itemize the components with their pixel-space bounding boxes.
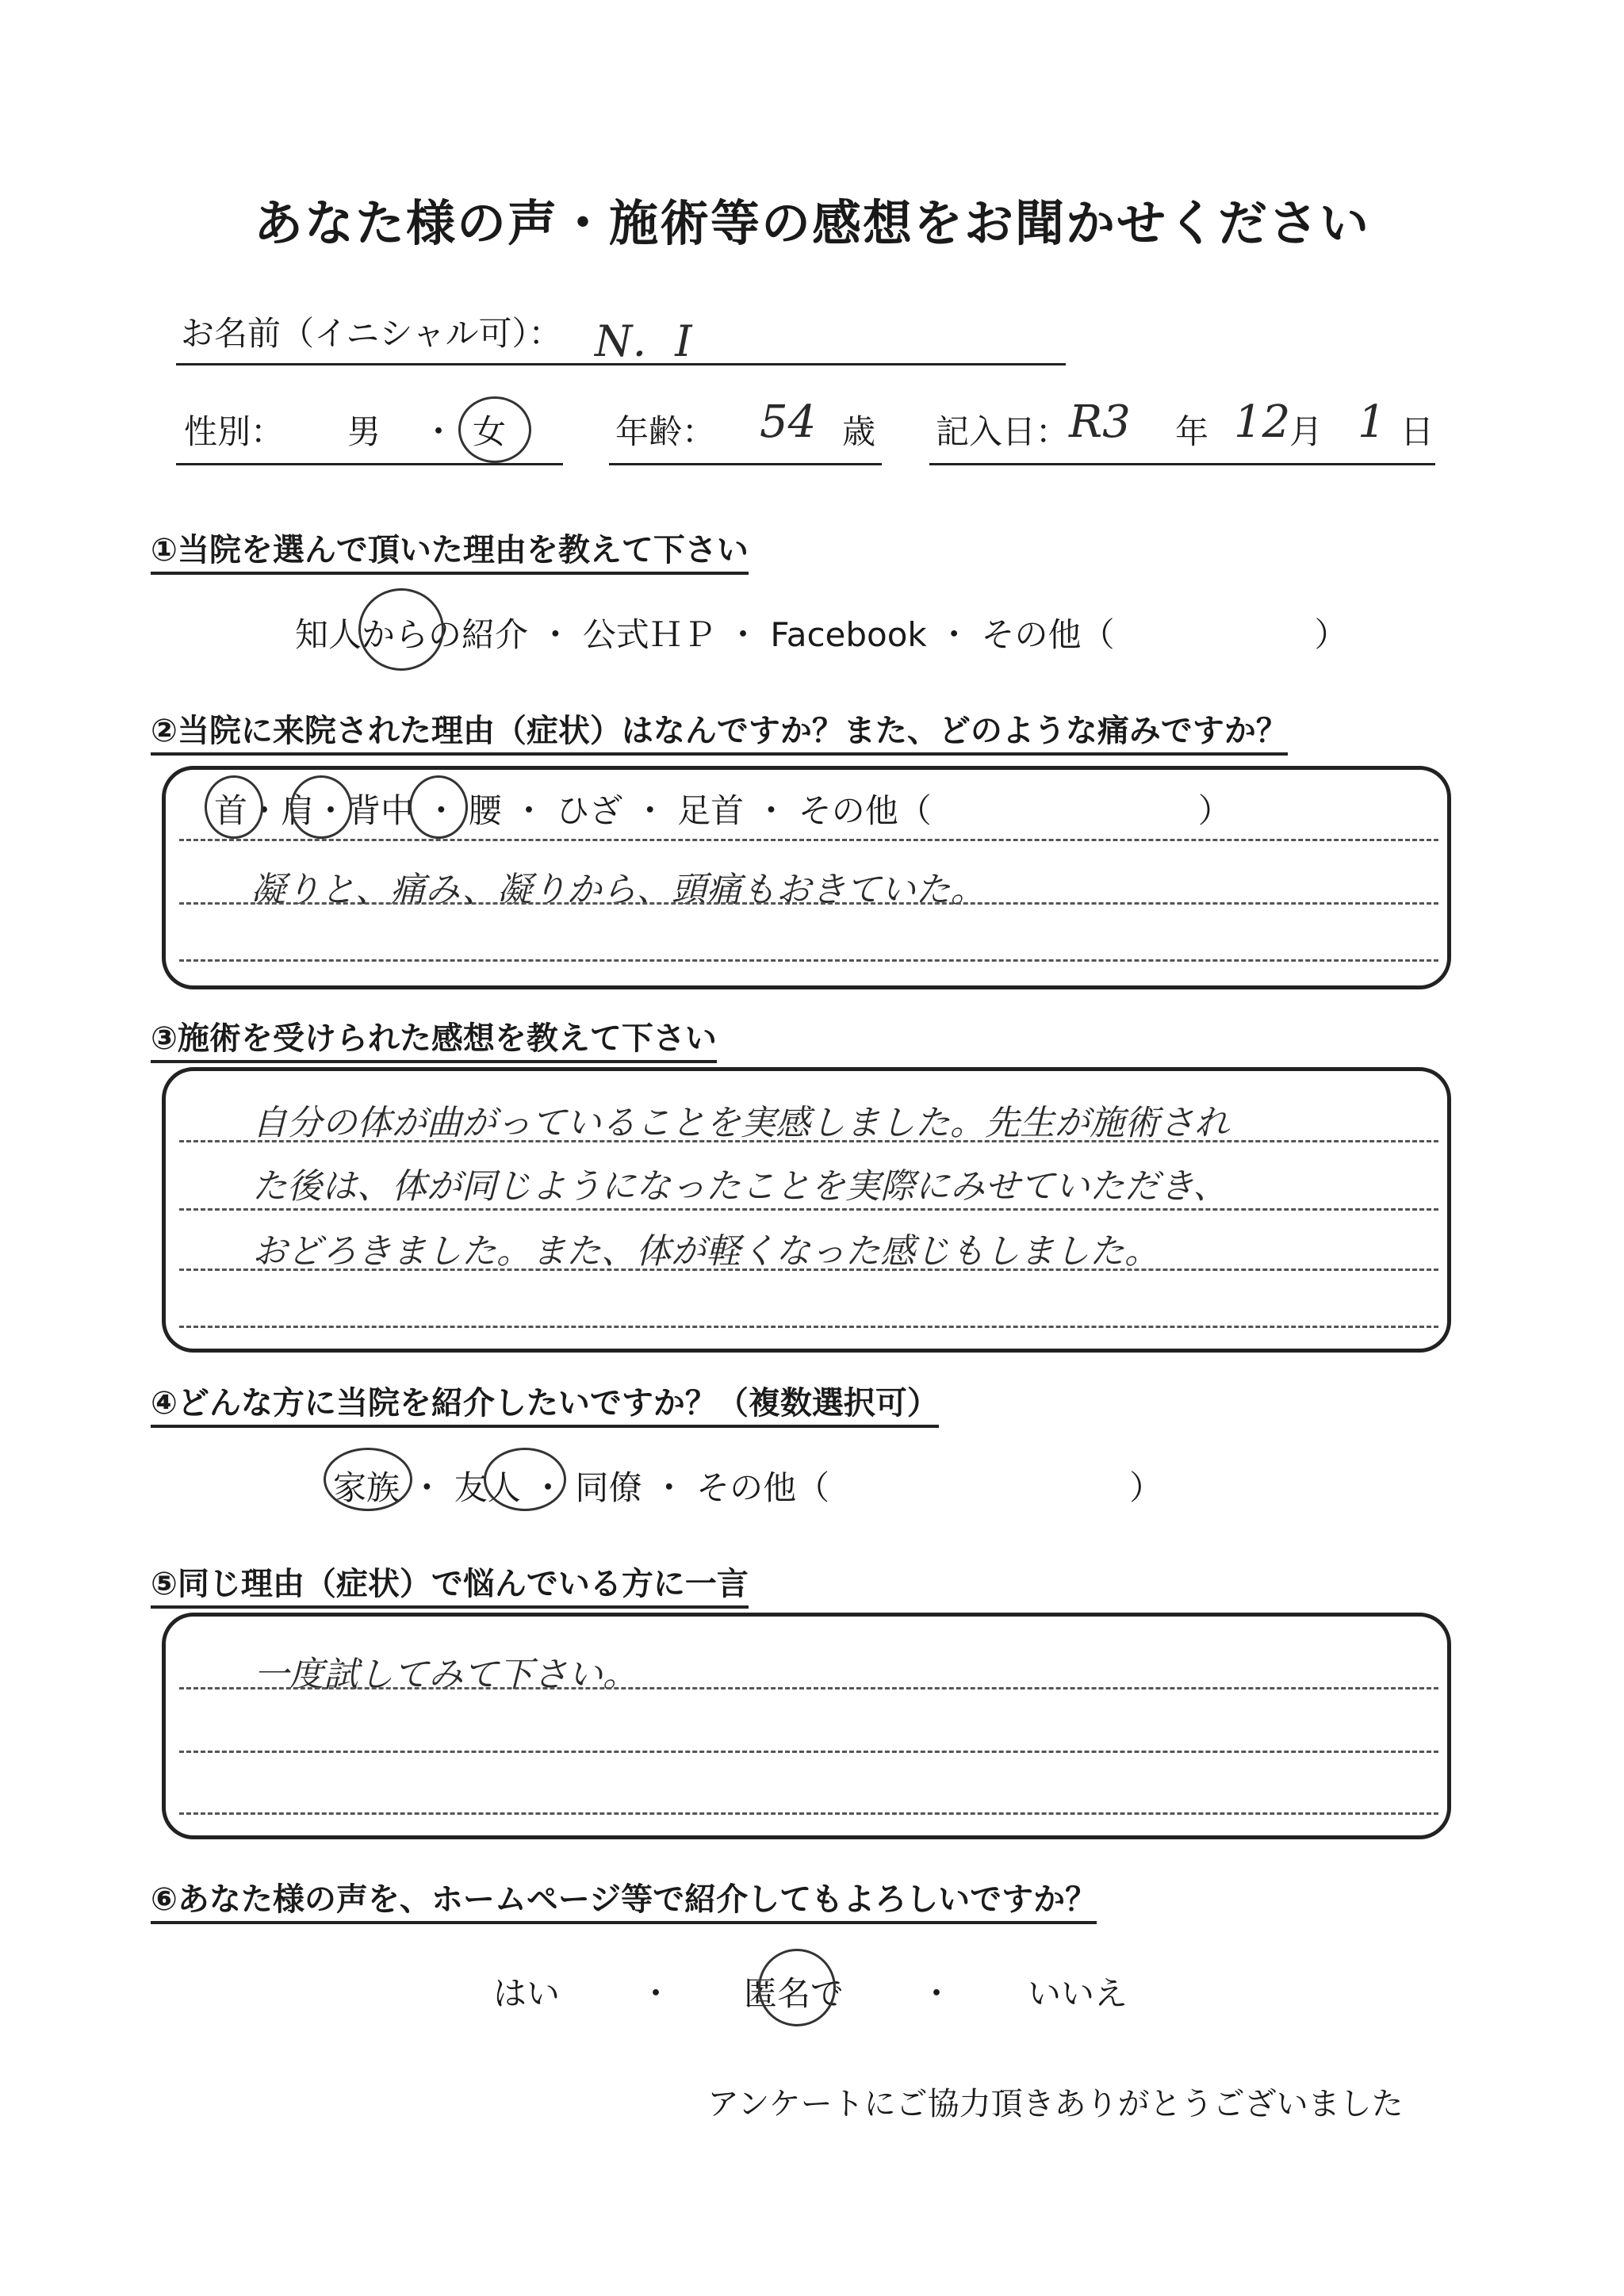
age-unit: 歳	[842, 412, 876, 451]
q2-options: 首・肩・背中 ・ 腰 ・ ひざ ・ 足首 ・ その他（ ）	[214, 791, 1231, 830]
q6-option-yes[interactable]: はい	[493, 1974, 561, 2013]
q3-answer-line-1: 自分の体が曲がっていることを実感しました。先生が施術され	[252, 1103, 1229, 1143]
q1-selected-circle	[358, 588, 444, 671]
q5-heading: ⑤同じ理由（症状）で悩んでいる方に一言	[151, 1559, 749, 1609]
q5-line-2	[179, 1751, 1438, 1753]
q2-circle-back	[409, 775, 468, 839]
q5-line-3	[179, 1812, 1438, 1815]
date-day-unit: 日	[1400, 412, 1434, 451]
q1-heading: ①当院を選んで頂いた理由を教えて下さい	[151, 525, 749, 575]
q2-line-2	[179, 902, 1438, 905]
q4-circle-friend	[484, 1448, 566, 1511]
gender-male[interactable]: 男	[347, 412, 381, 451]
q4-heading: ④どんな方に当院を紹介したいですか？（複数選択可）	[151, 1378, 939, 1428]
date-day: 1	[1358, 396, 1386, 448]
q6-heading: ⑥あなた様の声を、ホームページ等で紹介してもよろしいですか？	[151, 1874, 1097, 1924]
q6-option-anonymous[interactable]: 匿名で	[744, 1974, 845, 2013]
q6-option-no[interactable]: いいえ	[1028, 1974, 1128, 2013]
q6-selected-circle	[758, 1949, 836, 2026]
q4-circle-family	[324, 1448, 412, 1511]
thanks-message: アンケートにご協力頂きありがとうございました	[707, 2086, 1404, 2122]
q5-line-1	[179, 1687, 1438, 1689]
q2-line-1	[179, 839, 1438, 841]
age-label: 年齢：	[615, 412, 716, 451]
date-month: 12	[1234, 396, 1291, 448]
date-era: R3	[1069, 396, 1131, 448]
gender-female[interactable]: 女	[473, 412, 507, 451]
q6-dot-1: ・	[639, 1974, 673, 2013]
q2-heading: ②当院に来院された理由（症状）はなんですか？また、どのような痛みですか？	[151, 706, 1288, 756]
date-label: 記入日：	[936, 412, 1070, 451]
name-underline	[176, 363, 1066, 365]
q2-circle-neck	[205, 775, 263, 839]
q3-line-1	[179, 1140, 1438, 1142]
q3-line-2	[179, 1208, 1438, 1211]
q3-heading: ③施術を受けられた感想を教えて下さい	[151, 1013, 717, 1063]
q5-answer: 一度試してみて下さい。	[254, 1655, 638, 1695]
q4-options: 家族 ・ 友人 ・ 同僚 ・ その他（ ）	[333, 1468, 1163, 1507]
gender-selected-circle	[458, 396, 531, 463]
date-month-unit: 月	[1289, 412, 1323, 451]
name-value: N．I	[595, 316, 692, 366]
date-year-unit: 年	[1175, 412, 1209, 451]
q3-line-4	[179, 1326, 1438, 1328]
page-title: あなた様の声・施術等の感想をお聞かせください	[253, 194, 1370, 252]
gender-label: 性別：	[184, 412, 285, 451]
q2-answer: 凝りと、痛み、凝りから、頭痛もおきていた。	[251, 870, 986, 910]
q1-options: 知人からの紹介 ・ 公式ＨＰ ・ Facebook ・ その他（ ）	[295, 615, 1348, 654]
gender-underline	[176, 463, 563, 465]
q3-line-3	[179, 1269, 1438, 1271]
name-label: お名前（イニシャル可）：	[181, 314, 562, 353]
gender-dot: ・	[422, 412, 456, 451]
q3-answer-line-2: た後は、体が同じようになったことを実際にみせていただき、	[252, 1166, 1228, 1207]
date-underline	[929, 463, 1435, 465]
q2-circle-shoulder	[290, 775, 352, 839]
q3-answer-line-3: おどろきました。また、体が軽くなった感じもしました。	[252, 1231, 1159, 1272]
q6-dot-2: ・	[920, 1974, 954, 2013]
q2-line-3	[179, 959, 1438, 962]
age-underline	[609, 463, 882, 465]
age-value: 54	[760, 396, 817, 448]
